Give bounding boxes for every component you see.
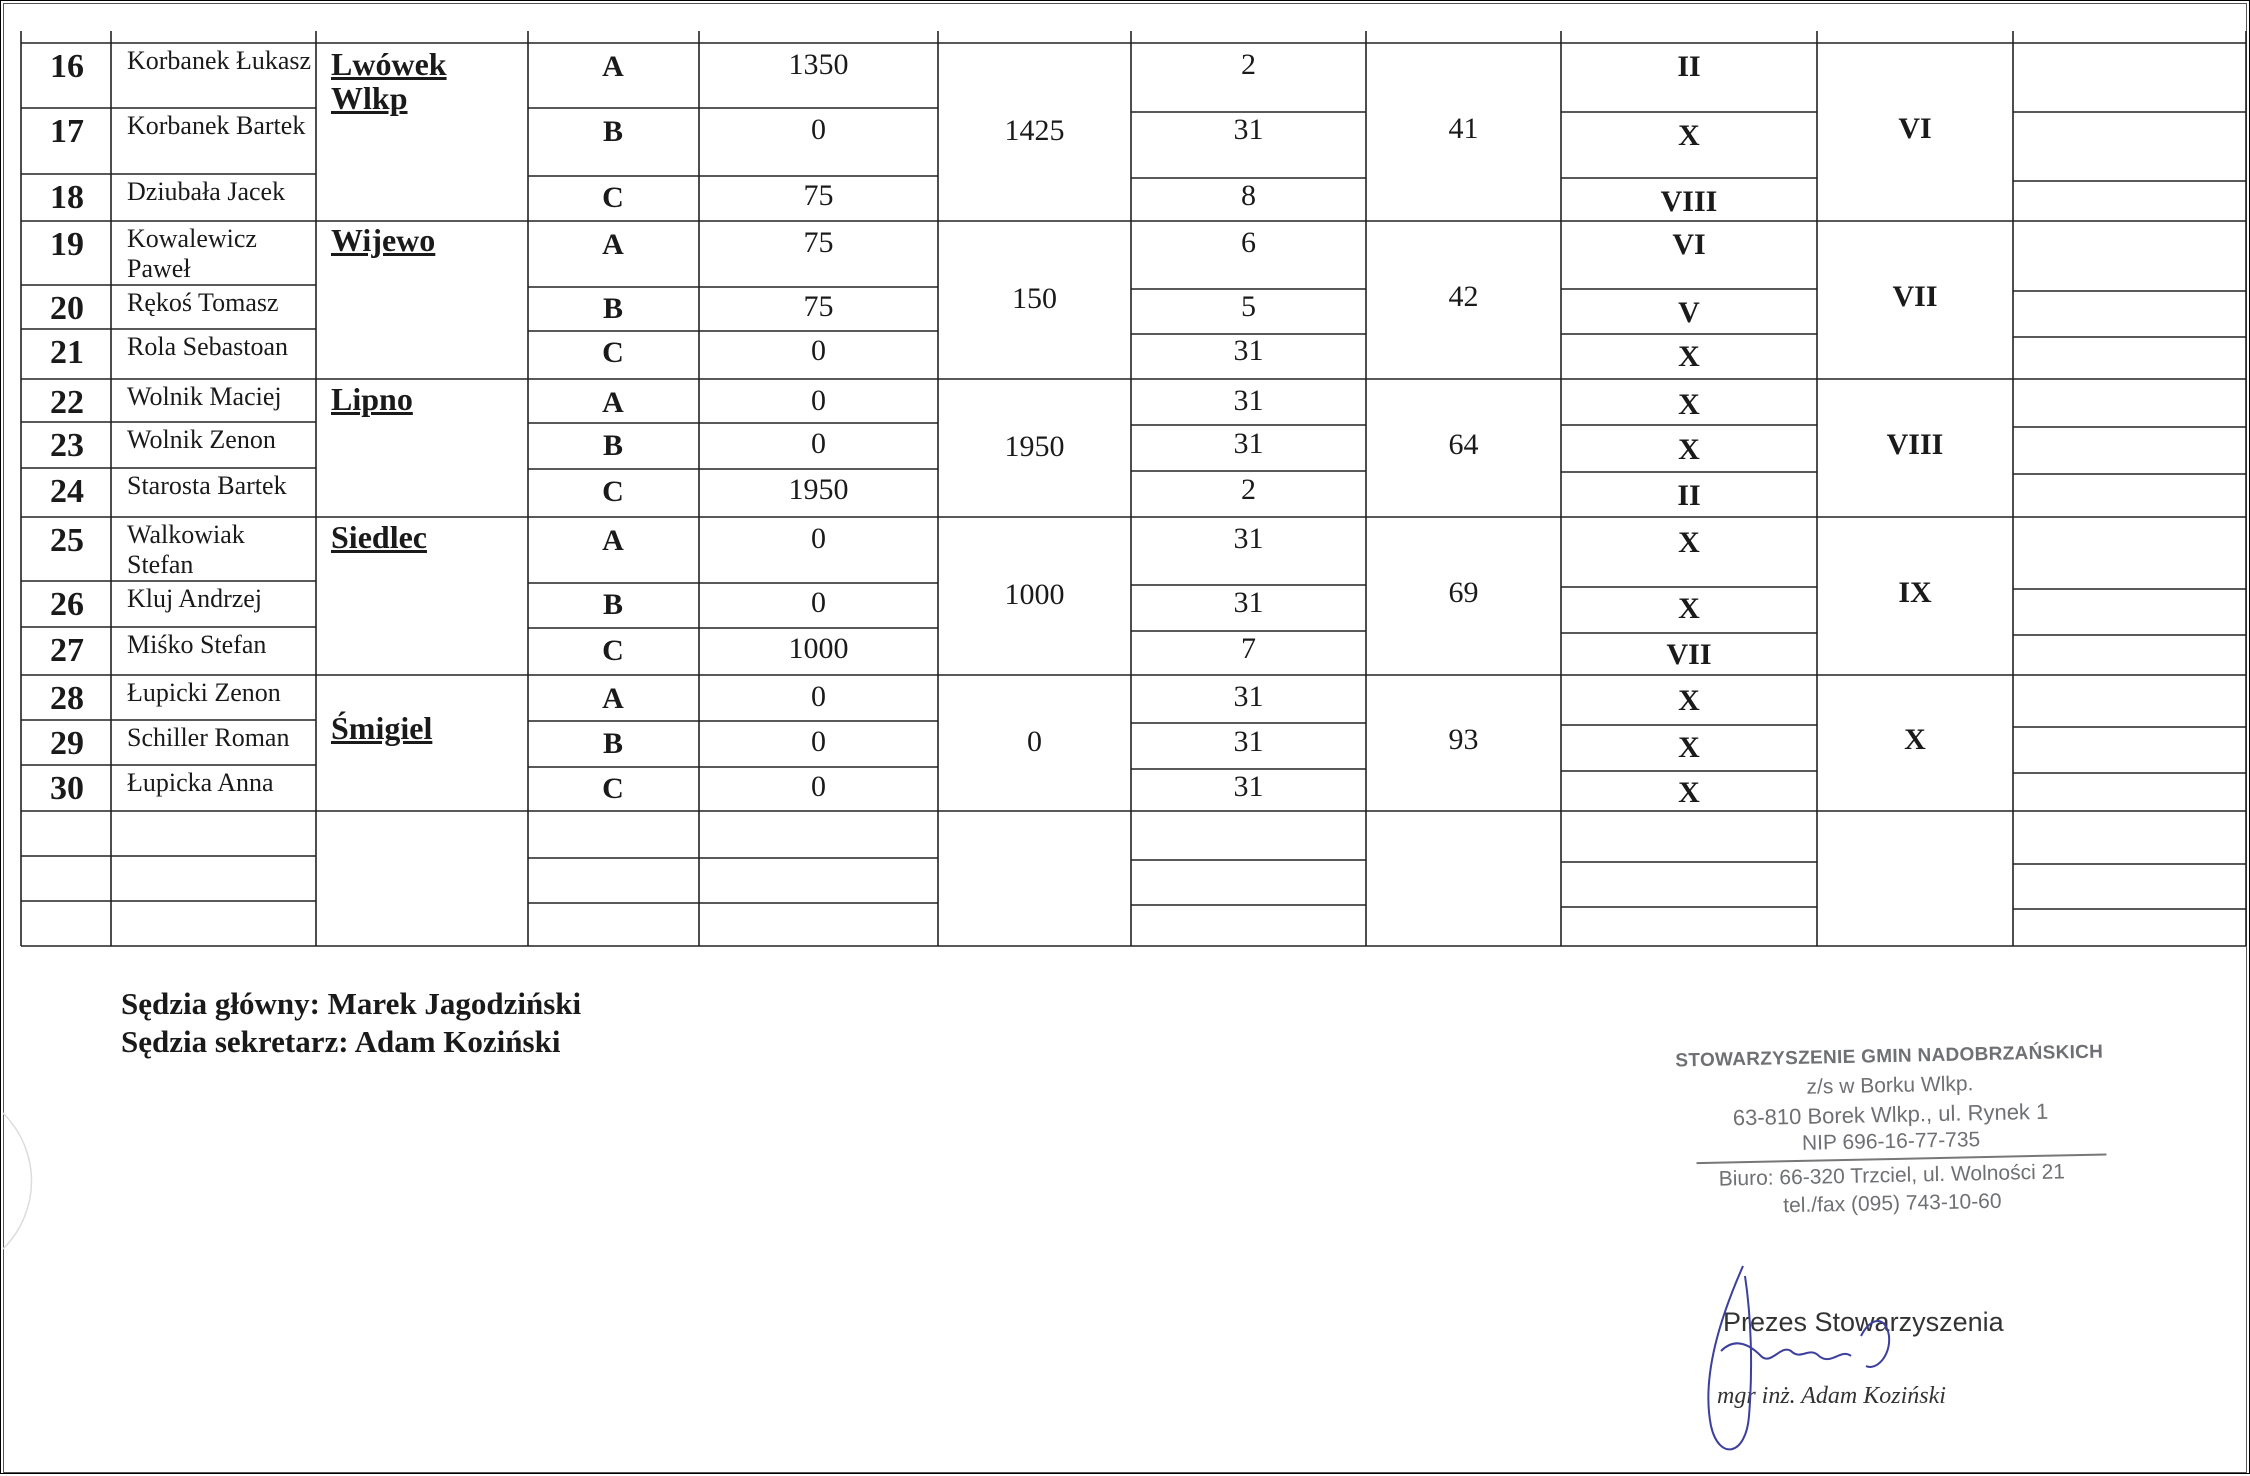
player-place: 31 (1233, 522, 1264, 555)
player-number: 17 (50, 113, 84, 150)
player-score: 1000 (788, 632, 849, 665)
player-rank: II (1677, 50, 1701, 83)
player-group: B (602, 292, 623, 325)
player-rank: VII (1666, 638, 1712, 671)
player-name: Korbanek Łukasz (127, 46, 312, 75)
player-number: 25 (50, 522, 84, 559)
player-place: 2 (1241, 48, 1256, 81)
stamp-line-4: NIP 696-16-77-735 (1801, 1128, 1981, 1155)
stamp-line-1: STOWARZYSZENIE GMIN NADOBRZAŃSKICH (1675, 1041, 2104, 1072)
team-points: 41 (1448, 112, 1479, 145)
player-score: 0 (811, 427, 826, 460)
player-group: B (602, 588, 623, 621)
player-number: 29 (50, 725, 84, 762)
player-score: 75 (803, 290, 834, 323)
player-number: 27 (50, 632, 84, 669)
team-city: Wijewo (331, 222, 436, 258)
player-rank: VIII (1660, 185, 1718, 218)
player-rank: X (1678, 388, 1700, 421)
player-score: 0 (811, 586, 826, 619)
player-rank: X (1678, 592, 1700, 625)
player-group: A (602, 682, 624, 715)
player-name: Starosta Bartek (127, 471, 287, 500)
player-number: 30 (50, 770, 84, 807)
player-place: 31 (1233, 113, 1264, 146)
handwritten-signature (1691, 1256, 1991, 1476)
team-score: 150 (1012, 282, 1057, 315)
player-number: 24 (50, 473, 84, 510)
team-place: VIII (1886, 428, 1944, 461)
player-score: 75 (803, 226, 834, 259)
player-rank: X (1678, 731, 1700, 764)
team-place: X (1904, 723, 1926, 756)
player-place: 5 (1241, 290, 1256, 323)
player-number: 21 (50, 334, 84, 371)
player-name: Schiller Roman (127, 723, 290, 752)
player-group: B (602, 115, 623, 148)
player-group: C (602, 772, 624, 805)
player-rank: X (1678, 526, 1700, 559)
player-place: 31 (1233, 680, 1264, 713)
team-score: 0 (1027, 725, 1042, 758)
player-place: 2 (1241, 473, 1256, 506)
player-score: 0 (811, 770, 826, 803)
player-rank: X (1678, 119, 1700, 152)
player-score: 0 (811, 384, 826, 417)
player-score: 75 (803, 179, 834, 212)
player-rank: X (1678, 340, 1700, 373)
stamp-line-3: 63-810 Borek Wlkp., ul. Rynek 1 (1732, 1098, 2049, 1131)
player-name: Wolnik Zenon (127, 425, 276, 454)
player-group: A (602, 50, 624, 83)
association-stamp (1654, 1041, 2128, 1231)
player-score: 0 (811, 113, 826, 146)
player-score: 1950 (788, 473, 849, 506)
player-number: 18 (50, 179, 84, 216)
player-group: B (602, 727, 623, 760)
player-group: A (602, 228, 624, 261)
player-score: 0 (811, 680, 826, 713)
player-group: B (602, 429, 623, 462)
team-points: 69 (1448, 576, 1479, 609)
player-name: Rękoś Tomasz (127, 288, 279, 317)
player-score: 0 (811, 522, 826, 555)
team-place: IX (1898, 576, 1932, 609)
player-number: 28 (50, 680, 84, 717)
player-score: 0 (811, 725, 826, 758)
player-group: A (602, 524, 624, 557)
team-points: 93 (1448, 723, 1479, 756)
player-place: 31 (1233, 586, 1264, 619)
player-number: 26 (50, 586, 84, 623)
player-name: Korbanek Bartek (127, 111, 306, 140)
player-name: Kluj Andrzej (127, 584, 263, 613)
team-place: VII (1892, 280, 1938, 313)
player-number: 16 (50, 48, 84, 85)
team-city: Lipno (331, 381, 413, 417)
signature-name: mgr inż. Adam Koziński (1717, 1383, 1946, 1409)
team-city: Lwówek Wlkp (331, 46, 447, 116)
player-name: Łupicki Zenon (127, 678, 281, 707)
team-points: 42 (1448, 280, 1479, 313)
player-place: 8 (1241, 179, 1256, 212)
player-name: Kowalewicz Paweł (127, 224, 257, 283)
player-group: C (602, 475, 624, 508)
player-place: 31 (1233, 334, 1264, 367)
player-name: Miśko Stefan (127, 630, 267, 659)
player-rank: X (1678, 776, 1700, 809)
chief-judge: Sędzia główny: Marek Jagodziński (121, 986, 582, 1021)
stamp-line-5: Biuro: 66-320 Trzciel, ul. Wolności 21 (1718, 1160, 2066, 1191)
player-name: Łupicka Anna (127, 768, 274, 797)
secretary-judge: Sędzia sekretarz: Adam Koziński (121, 1024, 561, 1059)
team-score: 1425 (1004, 114, 1065, 147)
stamp-line-2: z/s w Borku Wlkp. (1806, 1072, 1974, 1099)
player-group: C (602, 336, 624, 369)
player-rank: X (1678, 684, 1700, 717)
signature-title: Prezes Stowarzyszenia (1723, 1307, 2004, 1337)
player-number: 22 (50, 384, 84, 421)
player-group: A (602, 386, 624, 419)
player-score: 1350 (788, 48, 849, 81)
player-number: 19 (50, 226, 84, 263)
player-name: Wolnik Maciej (127, 382, 282, 411)
player-score: 0 (811, 334, 826, 367)
player-place: 6 (1241, 226, 1256, 259)
player-rank: X (1678, 433, 1700, 466)
player-place: 31 (1233, 384, 1264, 417)
player-place: 31 (1233, 427, 1264, 460)
player-place: 31 (1233, 725, 1264, 758)
player-group: C (602, 634, 624, 667)
team-points: 64 (1448, 428, 1479, 461)
player-number: 20 (50, 290, 84, 327)
stamp-line-6: tel./fax (095) 743-10-60 (1783, 1189, 2002, 1218)
team-city: Śmigiel (331, 710, 433, 746)
team-city: Siedlec (331, 519, 427, 555)
player-rank: VI (1672, 228, 1706, 261)
player-number: 23 (50, 427, 84, 464)
player-name: Dziubała Jacek (127, 177, 286, 206)
player-name: Rola Sebastoan (127, 332, 289, 361)
team-score: 1000 (1004, 578, 1065, 611)
team-place: VI (1898, 112, 1932, 145)
player-place: 7 (1241, 632, 1256, 665)
player-name: Walkowiak Stefan (127, 520, 245, 579)
player-rank: II (1677, 479, 1701, 512)
player-group: C (602, 181, 624, 214)
page-edge-mark (1, 1111, 41, 1251)
player-place: 31 (1233, 770, 1264, 803)
player-rank: V (1678, 296, 1700, 329)
team-score: 1950 (1004, 430, 1065, 463)
